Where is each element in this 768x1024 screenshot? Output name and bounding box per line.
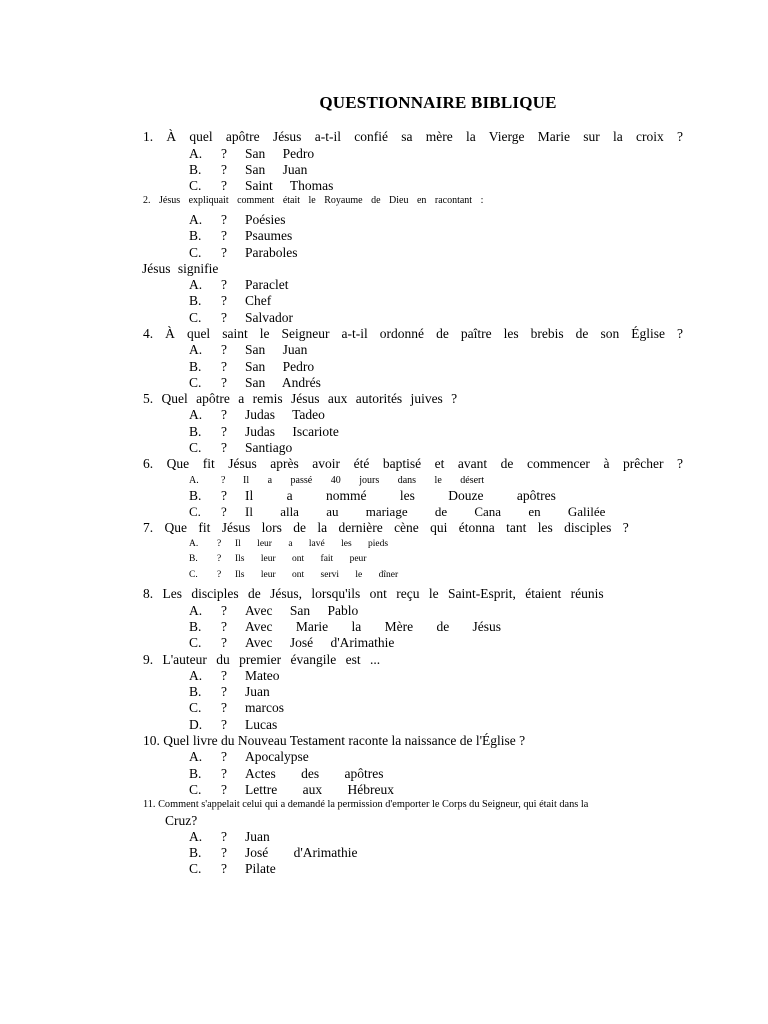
option-text: San Pedro [245, 358, 315, 374]
option-letter: C. [189, 781, 202, 797]
option-text: Il leur a lavé les pieds [235, 538, 389, 549]
option-letter: B. [189, 293, 202, 309]
option-8a [143, 603, 683, 619]
option-11c [143, 861, 683, 877]
option-7c [143, 568, 683, 584]
question-10 [143, 733, 683, 750]
option-text: Mateo [245, 668, 280, 684]
option-letter: B. [189, 488, 202, 504]
option-5a [143, 407, 683, 423]
option-mark: ? [221, 342, 227, 358]
option-mark: ? [221, 668, 227, 684]
option-9d [143, 717, 683, 733]
option-text: Poésies [245, 212, 286, 228]
option-mark: ? [221, 423, 227, 439]
option-10a [143, 749, 683, 765]
option-3a [143, 277, 683, 293]
option-text: Juan [245, 684, 270, 700]
option-text: Avec José d'Arimathie [245, 635, 395, 651]
option-letter: B. [189, 423, 202, 439]
option-text: Paraboles [245, 244, 298, 260]
option-text: Actes des apôtres [245, 765, 384, 781]
option-letter: A. [189, 668, 203, 684]
option-5c [143, 440, 683, 456]
option-letter: A. [189, 538, 199, 549]
option-11b [143, 845, 683, 861]
option-mark: ? [221, 145, 227, 161]
document-title: QUESTIONNAIRE BIBLIQUE [319, 93, 557, 112]
option-mark: ? [217, 554, 222, 565]
questionnaire [143, 129, 683, 878]
option-1c [143, 178, 683, 194]
option-letter: C. [189, 374, 202, 390]
question-11-text: 11. Comment s'appelait celui qui a demandé la permission d'emporter le Corps du Seigneur, qui était dans la [143, 798, 589, 810]
option-10b [143, 766, 683, 782]
option-mark: ? [221, 488, 227, 504]
option-mark: ? [221, 861, 227, 877]
question-8-text: 8. Les disciples de Jésus, lorsqu'ils ont reçu le Saint-Esprit, étaient réunis [143, 586, 604, 602]
option-11a [143, 829, 683, 845]
option-letter: C. [189, 177, 202, 193]
option-4c [143, 375, 683, 391]
question-10-text: 10. Quel livre du Nouveau Testament raconte la naissance de l'Église ? [143, 732, 526, 748]
option-mark: ? [221, 781, 227, 797]
option-8b [143, 619, 683, 635]
option-letter: C. [189, 635, 202, 651]
question-9-text: 9. L'auteur du premier évangile est ... [143, 651, 381, 667]
option-mark: ? [221, 374, 227, 390]
option-mark: ? [217, 538, 222, 549]
question-2-text: 2. Jésus expliquait comment était le Royaume de Dieu en racontant : [143, 195, 484, 207]
option-mark: ? [217, 569, 222, 580]
option-mark: ? [221, 358, 227, 374]
question-9 [143, 652, 683, 669]
option-text: Juan [245, 828, 270, 844]
question-3 [142, 261, 683, 278]
option-mark: ? [221, 602, 227, 618]
question-1: 1. À quel apôtre Jésus a-t-il confié sa mère la Vierge Marie sur la croix ? [143, 129, 683, 144]
option-letter: C. [189, 309, 202, 325]
option-letter: A. [189, 749, 203, 765]
option-mark: ? [221, 407, 227, 423]
option-letter: A. [189, 145, 203, 161]
option-mark: ? [221, 684, 227, 700]
option-mark: ? [221, 619, 227, 635]
option-text: San Juan [245, 161, 308, 177]
option-text: San Andrés [245, 374, 321, 390]
option-mark: ? [221, 309, 227, 325]
option-letter: C. [189, 439, 202, 455]
option-text: Il alla au mariage de Cana en Galilée [245, 504, 606, 520]
option-mark: ? [221, 845, 227, 861]
option-mark: ? [221, 228, 227, 244]
option-letter: C. [189, 244, 202, 260]
option-mark: ? [221, 504, 227, 520]
option-letter: A. [189, 342, 203, 358]
option-6b [143, 488, 683, 504]
question-7 [143, 520, 683, 537]
option-mark: ? [221, 212, 227, 228]
question-7-text: 7. Que fit Jésus lors de la dernière cène qui étonna tant les disciples ? [143, 520, 629, 536]
option-1b [143, 162, 683, 178]
option-letter: A. [189, 277, 203, 293]
option-letter: B. [189, 554, 198, 565]
option-9a [143, 668, 683, 684]
option-text: Saint Thomas [245, 177, 334, 193]
question-5-text: 5. Quel apôtre a remis Jésus aux autorités juives ? [143, 390, 458, 406]
option-letter: A. [189, 828, 203, 844]
option-mark: ? [221, 765, 227, 781]
question-2 [143, 194, 683, 212]
option-text: Judas Tadeo [245, 407, 325, 423]
option-7b [143, 552, 683, 568]
question-3-text: Jésus signifie [142, 260, 219, 276]
option-letter: C. [189, 700, 202, 716]
option-mark: ? [221, 700, 227, 716]
option-text: Salvador [245, 309, 293, 325]
option-6c [143, 504, 683, 520]
option-mark: ? [221, 474, 226, 486]
option-text: Judas Iscariote [245, 423, 339, 439]
option-9b [143, 684, 683, 700]
option-letter: B. [189, 619, 202, 635]
option-mark: ? [221, 177, 227, 193]
option-mark: ? [221, 293, 227, 309]
option-text: Avec Marie la Mère de Jésus [245, 619, 502, 635]
option-letter: C. [189, 504, 201, 520]
option-text: Psaumes [245, 228, 293, 244]
option-text: marcos [245, 700, 284, 716]
option-3c [143, 310, 683, 326]
option-text: Il a passé 40 jours dans le désert [243, 474, 485, 486]
option-letter: A. [189, 407, 203, 423]
question-8 [143, 586, 683, 603]
option-2b [143, 228, 683, 244]
option-letter: B. [189, 161, 202, 177]
option-8c [143, 635, 683, 651]
option-letter: B. [189, 765, 202, 781]
option-text: San Juan [245, 342, 308, 358]
option-10c [143, 782, 683, 798]
option-text: Pilate [245, 861, 276, 877]
option-mark: ? [221, 716, 227, 732]
option-3b [143, 293, 683, 309]
option-text: Apocalypse [245, 749, 309, 765]
option-9c [143, 700, 683, 716]
option-text: Ils leur ont servi le dîner [235, 569, 399, 580]
question-11-continued [143, 812, 683, 829]
option-text: Paraclet [245, 277, 289, 293]
option-mark: ? [221, 635, 227, 651]
option-2c [143, 245, 683, 261]
option-2a [143, 212, 683, 228]
option-4b [143, 359, 683, 375]
option-7a [143, 537, 683, 553]
question-6: 6. Que fit Jésus après avoir été baptisé et avant de commencer à prêcher ? [143, 456, 683, 472]
option-5b [143, 424, 683, 440]
option-letter: C. [189, 569, 198, 580]
option-mark: ? [221, 828, 227, 844]
option-letter: B. [189, 684, 202, 700]
option-mark: ? [221, 161, 227, 177]
option-text: Santiago [245, 439, 293, 455]
option-mark: ? [221, 277, 227, 293]
option-4a [143, 342, 683, 358]
option-letter: B. [189, 358, 202, 374]
option-text: Il a nommé les Douze apôtres [245, 488, 556, 504]
option-letter: B. [189, 845, 202, 861]
question-4: 4. À quel saint le Seigneur a-t-il ordonné de paître les brebis de son Église ? [143, 325, 683, 341]
option-letter: A. [189, 212, 203, 228]
option-text: Chef [245, 293, 272, 309]
option-text: Avec San Pablo [245, 602, 359, 618]
option-letter: D. [189, 716, 203, 732]
option-letter: A. [189, 474, 199, 486]
question-5 [143, 391, 683, 408]
option-text: Ils leur ont fait peur [235, 554, 367, 565]
option-text: Lettre aux Hébreux [245, 781, 394, 797]
option-letter: C. [189, 861, 202, 877]
option-6a [143, 473, 683, 489]
option-letter: B. [189, 228, 202, 244]
option-text: Lucas [245, 716, 278, 732]
question-11 [143, 798, 683, 812]
option-text: José d'Arimathie [245, 845, 358, 861]
option-1a [143, 146, 683, 162]
question-11-text-cont: Cruz? [165, 812, 198, 828]
option-mark: ? [221, 439, 227, 455]
option-mark: ? [221, 749, 227, 765]
option-text: San Pedro [245, 145, 315, 161]
option-mark: ? [221, 244, 227, 260]
option-letter: A. [189, 602, 203, 618]
